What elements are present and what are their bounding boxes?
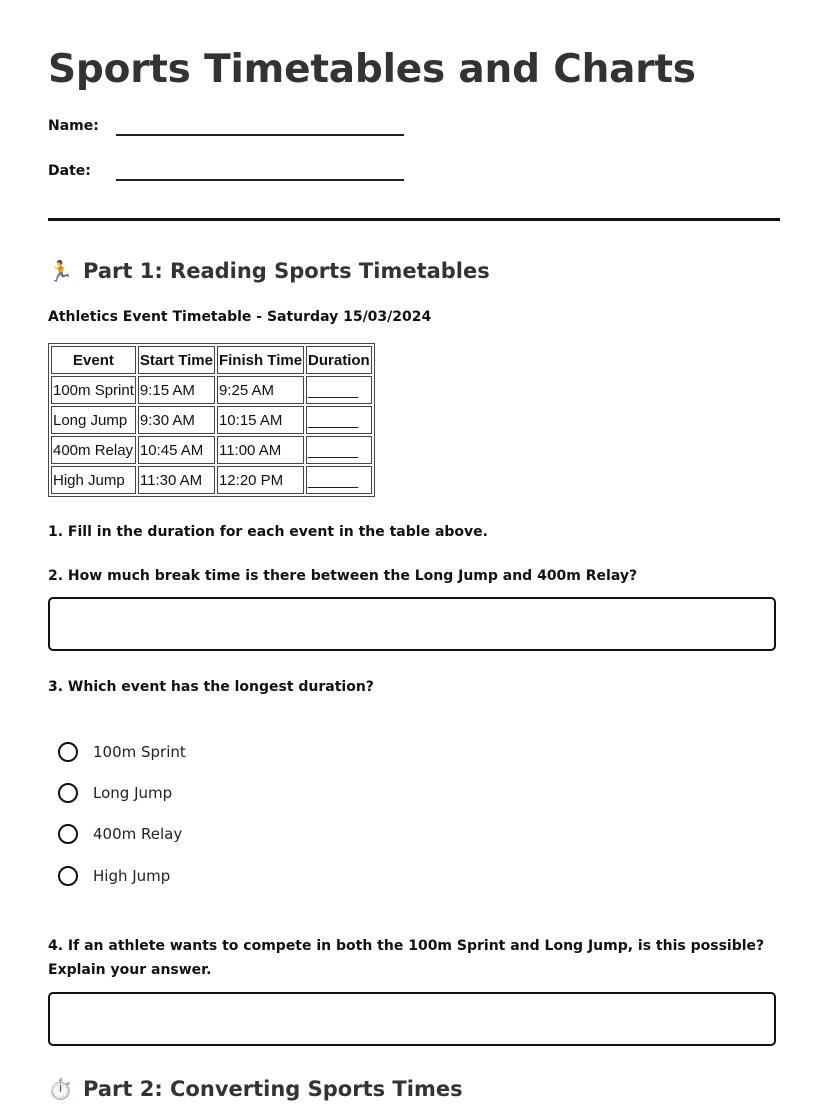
radio-button[interactable] bbox=[58, 824, 78, 844]
table-row bbox=[51, 436, 372, 464]
radio-button[interactable] bbox=[58, 783, 78, 803]
column-header-duration: Duration bbox=[306, 346, 372, 374]
duration-blank[interactable]: ______ bbox=[306, 376, 372, 404]
event-cell: Long Jump bbox=[51, 406, 136, 434]
duration-blank[interactable]: ______ bbox=[306, 406, 372, 434]
option-label: Long Jump bbox=[93, 784, 173, 802]
table-row bbox=[51, 406, 372, 434]
part2-heading bbox=[48, 1075, 463, 1103]
date-field-row bbox=[48, 162, 408, 190]
part1-heading-text: Part 1: Reading Sports Timetables bbox=[83, 259, 490, 283]
column-header-start-time: Start Time bbox=[138, 346, 215, 374]
start-time-cell: 11:30 AM bbox=[138, 466, 215, 494]
start-time-cell: 9:15 AM bbox=[138, 376, 215, 404]
question-4-answer-box[interactable] bbox=[48, 992, 776, 1046]
part2-heading-text: Part 2: Converting Sports Times bbox=[83, 1077, 463, 1101]
question-2-answer-box[interactable] bbox=[48, 597, 776, 651]
date-line[interactable] bbox=[116, 179, 404, 181]
column-header-finish-time: Finish Time bbox=[217, 346, 304, 374]
finish-time-cell: 10:15 AM bbox=[217, 406, 304, 434]
finish-time-cell: 9:25 AM bbox=[217, 376, 304, 404]
event-cell: 100m Sprint bbox=[51, 376, 136, 404]
name-label: Name: bbox=[48, 118, 99, 134]
option-label: High Jump bbox=[93, 867, 171, 885]
question-4: 4. If an athlete wants to compete in both the 100m Sprint and Long Jump, is this possible? Explain your answer. bbox=[48, 938, 765, 978]
page-title: Sports Timetables and Charts bbox=[48, 47, 696, 92]
column-header-event: Event bbox=[51, 346, 136, 374]
option-high-jump[interactable] bbox=[58, 863, 170, 889]
duration-blank[interactable]: ______ bbox=[306, 466, 372, 494]
date-label: Date: bbox=[48, 163, 91, 179]
name-field-row bbox=[48, 117, 408, 145]
question-2: 2. How much break time is there between the Long Jump and 400m Relay? bbox=[48, 568, 638, 584]
question-1: 1. Fill in the duration for each event in the table above. bbox=[48, 524, 488, 540]
option-label: 100m Sprint bbox=[93, 743, 186, 761]
athletics-timetable bbox=[48, 343, 375, 497]
table-caption: Athletics Event Timetable - Saturday 15/03/2024 bbox=[48, 309, 432, 325]
question-3: 3. Which event has the longest duration? bbox=[48, 679, 374, 695]
table-header-row bbox=[51, 346, 372, 374]
event-cell: 400m Relay bbox=[51, 436, 136, 464]
option-400m-relay[interactable] bbox=[58, 821, 182, 847]
part1-heading bbox=[48, 257, 490, 285]
stopwatch-icon: ⏱️ bbox=[48, 1077, 73, 1101]
option-long-jump[interactable] bbox=[58, 780, 172, 806]
table-row bbox=[51, 466, 372, 494]
duration-blank[interactable]: ______ bbox=[306, 436, 372, 464]
event-cell: High Jump bbox=[51, 466, 136, 494]
finish-time-cell: 11:00 AM bbox=[217, 436, 304, 464]
name-line[interactable] bbox=[116, 134, 404, 136]
start-time-cell: 10:45 AM bbox=[138, 436, 215, 464]
radio-button[interactable] bbox=[58, 866, 78, 886]
radio-button[interactable] bbox=[58, 742, 78, 762]
option-100m-sprint[interactable] bbox=[58, 739, 186, 765]
table-row bbox=[51, 376, 372, 404]
finish-time-cell: 12:20 PM bbox=[217, 466, 304, 494]
runner-icon: 🏃 bbox=[48, 259, 73, 283]
section-divider bbox=[48, 218, 780, 221]
start-time-cell: 9:30 AM bbox=[138, 406, 215, 434]
option-label: 400m Relay bbox=[93, 825, 183, 843]
